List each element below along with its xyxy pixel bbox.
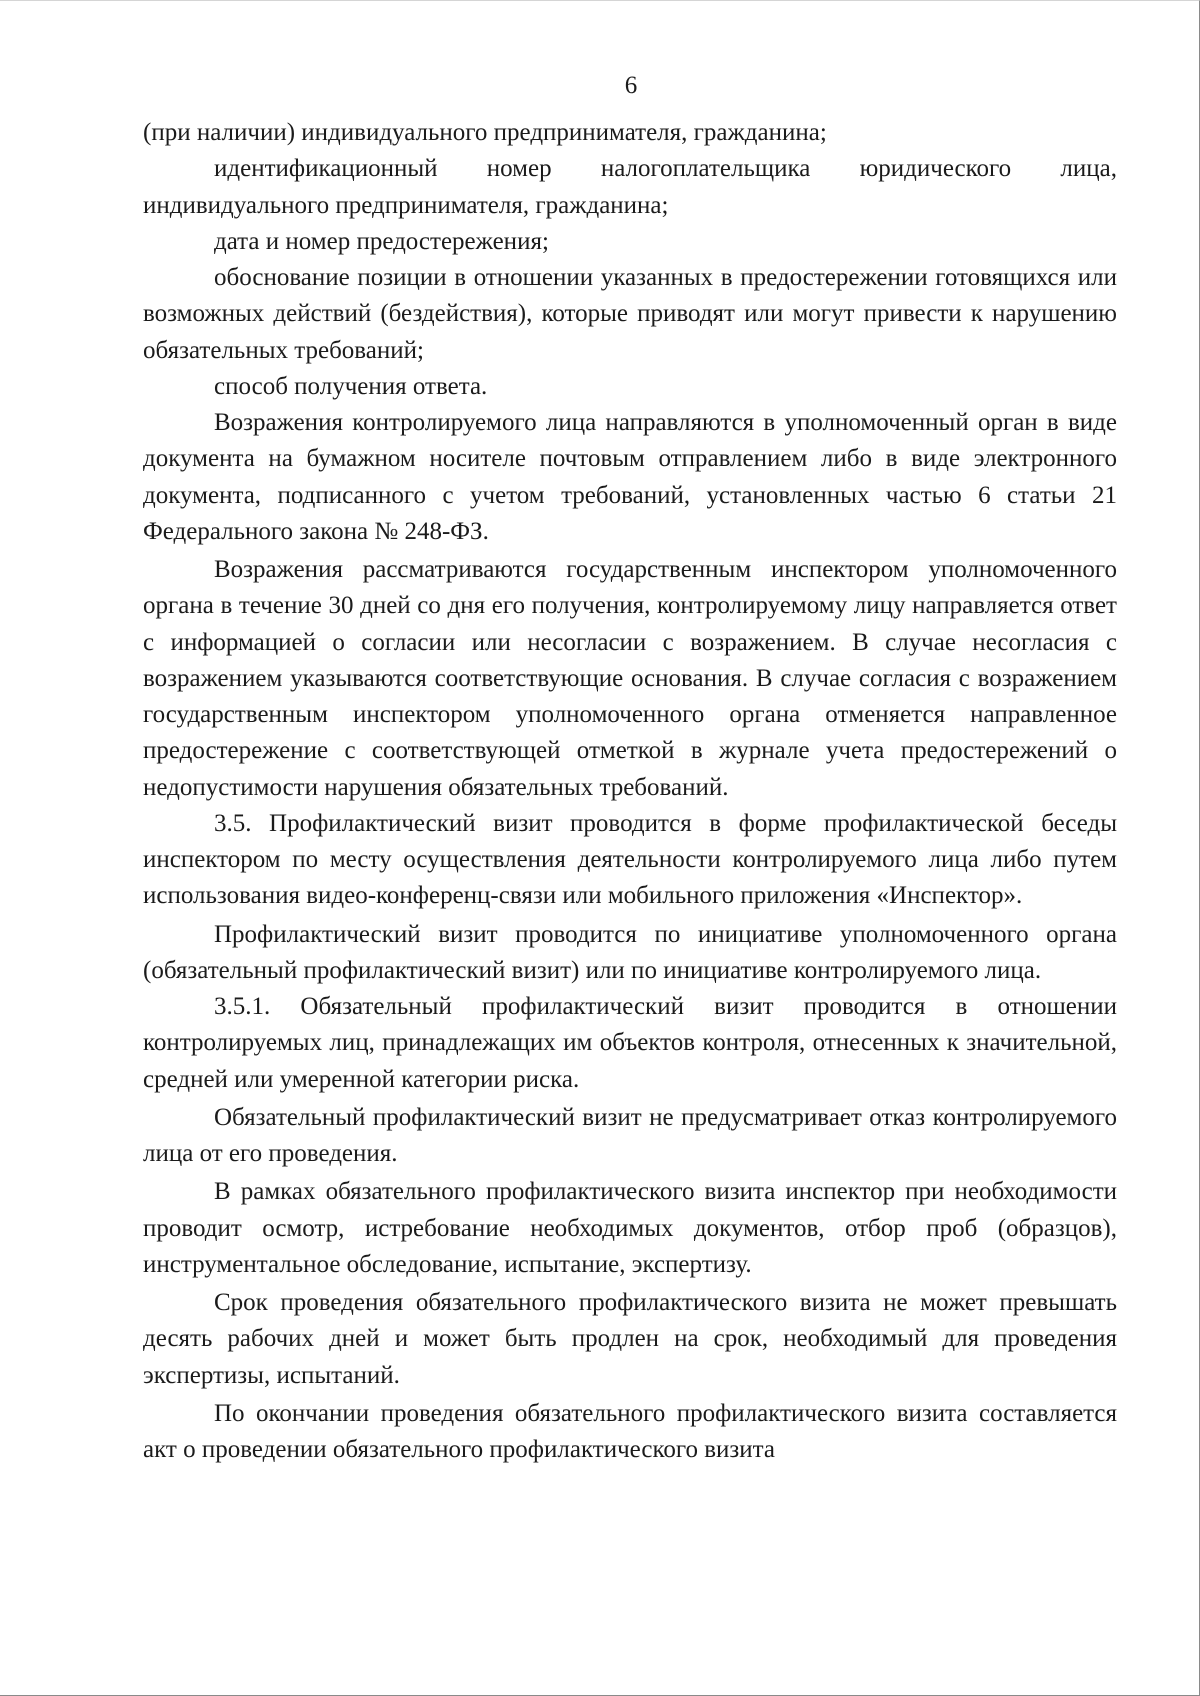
paragraph-5: способ получения ответа. <box>214 372 488 400</box>
paragraph-2: идентификационный номер налогоплательщика юридического лица, индивидуального предпринимателя, гражданина; <box>143 155 1117 219</box>
paragraph-3: дата и номер предостережения; <box>214 227 549 255</box>
paragraph-12: В рамках обязательного профилактического визита инспектор при необходимости проводит осмотр, истребование необходимых документов, отбор проб (образцов), инструментальное обследование, испытание, экспертизу. <box>143 1178 1117 1278</box>
document-body <box>143 115 1117 1468</box>
page-number: 6 <box>624 72 638 99</box>
paragraph-13: Срок проведения обязательного профилактического визита не может превышать десять рабочих дней и может быть продлен на срок, необходимый для проведения экспертизы, испытаний. <box>143 1289 1117 1389</box>
paragraph-11: Обязательный профилактический визит не предусматривает отказ контролируемого лица от его проведения. <box>143 1103 1117 1167</box>
paragraph-8: 3.5. Профилактический визит проводится в форме профилактической беседы инспектором по месту осуществления деятельности контролируемого лица либо путем использования видео-конференц-связи или мобильного приложения «Инспектор». <box>143 809 1117 910</box>
paragraph-9: Профилактический визит проводится по инициативе уполномоченного органа (обязательный профилактический визит) или по инициативе контролируемого лица. <box>143 920 1117 984</box>
paragraph-1: (при наличии) индивидуального предпринимателя, гражданина; <box>143 119 827 146</box>
paragraph-6: Возражения контролируемого лица направляются в уполномоченный орган в виде документа на бумажном носителе почтовым отправлением либо в виде электронного документа, подписанного с учетом требований, установленных частью 6 статьи 21 Федерального закона № 248-ФЗ. <box>143 409 1117 545</box>
paragraph-10: 3.5.1. Обязательный профилактический визит проводится в отношении контролируемых лиц, принадлежащих им объектов контроля, отнесенных к значительной, средней или умеренной категории риска. <box>143 993 1117 1093</box>
paragraph-7: Возражения рассматриваются государственным инспектором уполномоченного органа в течение 30 дней со дня его получения, контролируемому лицу направляется ответ с информацией о согласии или несогласии с возражением. В случае несогласия с возражением указываются соответствующие основания. В случае согласия с возражением государственным инспектором уполномоченного органа отменяется направленное предостережение с соответствующей отметкой в журнале учета предостережений о недопустимости нарушения обязательных требований. <box>143 556 1117 801</box>
paragraph-14: По окончании проведения обязательного профилактического визита составляется акт о проведении обязательного профилактического визита <box>143 1399 1117 1463</box>
paragraph-4: обоснование позиции в отношении указанных в предостережении готовящихся или возможных действий (бездействия), которые приводят или могут привести к нарушению обязательных требований; <box>143 264 1117 364</box>
